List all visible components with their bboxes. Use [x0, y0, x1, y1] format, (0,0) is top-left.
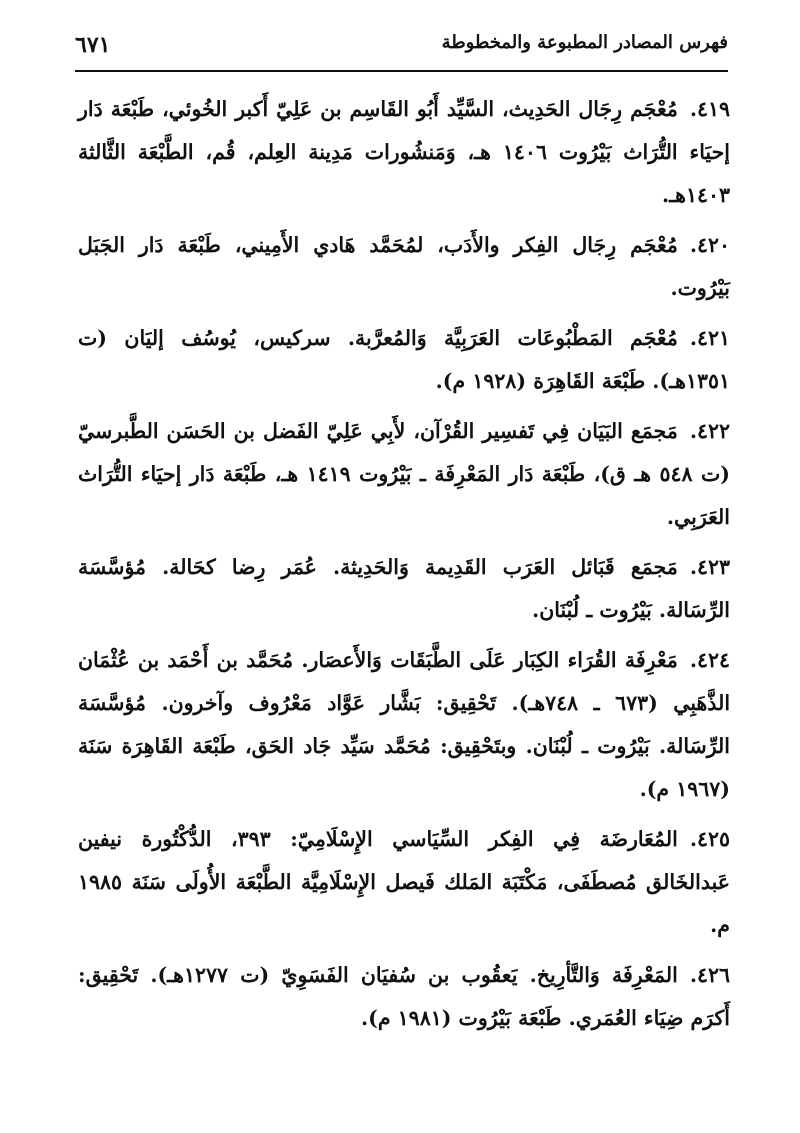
bibliography-list: [78, 88, 730, 1047]
bibliography-entry: [78, 818, 730, 947]
bibliography-entry: [78, 317, 730, 403]
entry-text: المَعْرِفَة وَالتَّأرِيخ. يَعقُوب بن سُفيَان الفَسَوِيّ (ت ١٢٧٧هـ). تَحْقِيق: أَكرَم ضِيَاء العُمَري. طَبْعَة بَيْرُوت (١٩٨١ م).: [78, 963, 730, 1030]
entry-text: مُعْجَم المَطْبُوعَات العَرَبِيَّة وَالمُعرَّبة. سركيس، يُوسُف إليَان (ت ١٣٥١هـ). طَبْعَة القَاهِرَة (١٩٢٨ م).: [78, 326, 730, 393]
entry-text: مَجمَع قَبَائل العَرَب القَدِيمة وَالحَدِيثة. عُمَر رِضا كحَالة. مُؤسَّسَة الرِّسَالة. بَيْرُوت ـ لُبْنَان.: [78, 555, 730, 622]
entry-number: ٤٢٠.: [689, 233, 730, 257]
entry-text: مُعْجَم رِجَال الفِكر والأَدَب، لمُحَمَّد هَادي الأَمِيني، طَبْعَة دَار الجَبَل بَيْرُوت.: [78, 233, 730, 300]
entry-number: ٤٢١.: [689, 326, 730, 350]
page-header: [75, 28, 728, 72]
bibliography-entry: [78, 546, 730, 632]
bibliography-entry: [78, 88, 730, 217]
header-divider: [75, 70, 728, 72]
bibliography-entry: [78, 639, 730, 811]
bibliography-entry: [78, 954, 730, 1040]
bibliography-entry: [78, 224, 730, 310]
entry-text: مُعْجَم رِجَال الحَدِيث، السَّيِّد أَبُو القَاسِم بن عَلِيّ أَكبر الخُوئي، طَبْعَة دَار إحيَاء التُّرَاث بَيْرُوت ١٤٠٦ هـ، وَمَنشُورات مَدِينة العِلم، قُم، الطَّبْعَة الثَّالثة ١٤٠٣هـ.: [78, 97, 730, 207]
entry-number: ٤٢٦.: [689, 963, 730, 987]
entry-text: مَعْرِفَة القُرَاء الكِبَار عَلَى الطَّبَقَات وَالأَعصَار. مُحَمَّد بن أَحْمَد بن عُثْمَان الذَّهَبِي (٦٧٣ ـ ٧٤٨هـ). تَحْقِيق: بَشَّار عَوَّاد مَعْرُوف وآخرون. مُؤسَّسَة الرِّسَالة. بَيْرُوت ـ لُبْنَان. وبتَحْقِيق: مُحَمَّد سَيِّد جَاد الحَق، طَبْعَة القَاهِرَة سَنَة (١٩٦٧ م).: [78, 648, 731, 801]
entry-number: ٤٢٥.: [689, 827, 730, 851]
entry-number: ٤١٩.: [689, 97, 730, 121]
entry-number: ٤٢٢.: [689, 419, 730, 443]
bibliography-entry: [78, 410, 730, 539]
page-number: ٦٧١: [75, 32, 111, 58]
entry-text: المُعَارضَة فِي الفِكر السِّيَاسي الإِسْلَامِيّ: ٣٩٣، الدُّكْتُورة نيفين عَبدالخَالق مُصطَفَى، مَكْتَبَة المَلك فَيصل الإِسْلَامِيَّة الطَّبْعَة الأُولَى سَنَة ١٩٨٥ م.: [78, 827, 730, 937]
entry-number: ٤٢٣.: [689, 555, 730, 579]
entry-text: مَجمَع البَيَان فِي تَفسِير القُرْآن، لأَبِي عَلِيّ الفَضل بن الحَسَن الطَّبرسيّ (ت ٥٤٨ هـ ق)، طَبْعَة دَار المَعْرِفَة ـ بَيْرُوت ١٤١٩ هـ، طَبْعَة دَار إحيَاء التُّرَاث العَرَبِي.: [78, 419, 730, 529]
entry-number: ٤٢٤.: [689, 648, 730, 672]
running-title: فهرس المصادر المطبوعة والمخطوطة: [441, 32, 728, 53]
